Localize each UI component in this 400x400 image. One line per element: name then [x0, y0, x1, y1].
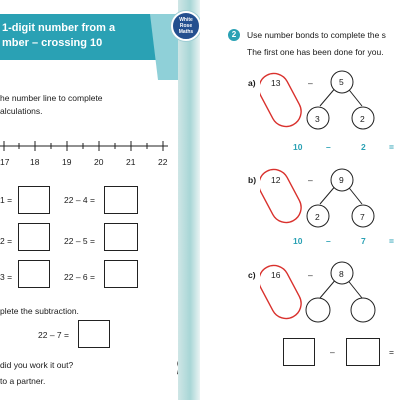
number-line — [0, 140, 178, 160]
tick-label: 18 — [30, 157, 40, 167]
bond-part: 2 — [360, 114, 365, 124]
page-title-line2: mber – crossing 10 — [2, 37, 103, 49]
logo-text: Rose — [179, 23, 193, 29]
answer-number: 10 — [293, 236, 303, 246]
calc-right: 22 – 6 = — [64, 272, 95, 282]
white-rose-logo-badge — [171, 11, 201, 41]
answer-symbol: = — [389, 142, 394, 152]
answer-box[interactable] — [283, 338, 315, 366]
subtraction-equation: 22 – 7 = — [38, 330, 69, 340]
question-line2: to a partner. — [0, 376, 46, 386]
answer-box[interactable] — [18, 223, 50, 251]
calc-right: 22 – 4 = — [64, 195, 95, 205]
calc-left: 2 = — [0, 236, 13, 246]
bond-left-number: 16 — [271, 270, 281, 280]
bond-part: 2 — [315, 212, 320, 222]
answer-box[interactable] — [104, 186, 138, 214]
number-bond-diagram — [260, 160, 400, 240]
bond-left-number: 13 — [271, 78, 281, 88]
answer-symbol: – — [326, 236, 331, 246]
bond-left-number: 12 — [271, 175, 281, 185]
problem-label: b) — [248, 175, 257, 185]
calc-left: 1 = — [0, 195, 13, 205]
bond-part: 7 — [360, 212, 365, 222]
bond-whole: 5 — [339, 77, 344, 87]
answer-number: 7 — [361, 236, 366, 246]
problem-label: a) — [248, 78, 256, 88]
minus-sign: – — [308, 175, 313, 185]
question-number: 2 — [231, 30, 237, 39]
tick-label: 19 — [62, 157, 72, 167]
subtraction-prompt: plete the subtraction. — [0, 306, 79, 316]
bond-part: 3 — [315, 114, 320, 124]
number-bond-diagram — [260, 256, 400, 336]
calc-left: 3 = — [0, 272, 13, 282]
answer-symbol: = — [389, 236, 394, 246]
book-gutter — [178, 0, 200, 400]
instruction-line2: The first one has been done for you. — [247, 47, 384, 57]
question-line1: did you work it out? — [0, 360, 74, 370]
answer-symbol: – — [326, 142, 331, 152]
question-number-badge — [228, 29, 240, 41]
answer-box[interactable] — [78, 320, 110, 348]
number-bond-diagram — [260, 64, 400, 144]
tick-label: 22 — [158, 157, 168, 167]
minus-sign: – — [308, 78, 313, 88]
instruction-line1: he number line to complete — [0, 93, 103, 103]
minus-sign: – — [308, 270, 313, 280]
answer-box[interactable] — [104, 223, 138, 251]
instruction-line2: alculations. — [0, 106, 43, 116]
answer-symbol: = — [389, 347, 394, 357]
logo-text: White — [179, 17, 193, 23]
tick-label: 20 — [94, 157, 104, 167]
problem-label: c) — [248, 270, 256, 280]
answer-box[interactable] — [18, 186, 50, 214]
bond-whole: 9 — [339, 175, 344, 185]
answer-box[interactable] — [18, 260, 50, 288]
tick-label: 17 — [0, 157, 10, 167]
page-title-line1: 1-digit number from a — [2, 22, 116, 34]
left-page — [0, 0, 178, 400]
tick-label: 21 — [126, 157, 136, 167]
bond-whole: 8 — [339, 269, 344, 279]
answer-box[interactable] — [104, 260, 138, 288]
logo-text: Maths — [178, 29, 194, 35]
calc-right: 22 – 5 = — [64, 236, 95, 246]
answer-symbol: – — [330, 347, 335, 357]
instruction-line1: Use number bonds to complete the s — [247, 30, 386, 40]
answer-number: 2 — [361, 142, 366, 152]
answer-box[interactable] — [346, 338, 380, 366]
answer-number: 10 — [293, 142, 303, 152]
right-page — [200, 0, 400, 400]
